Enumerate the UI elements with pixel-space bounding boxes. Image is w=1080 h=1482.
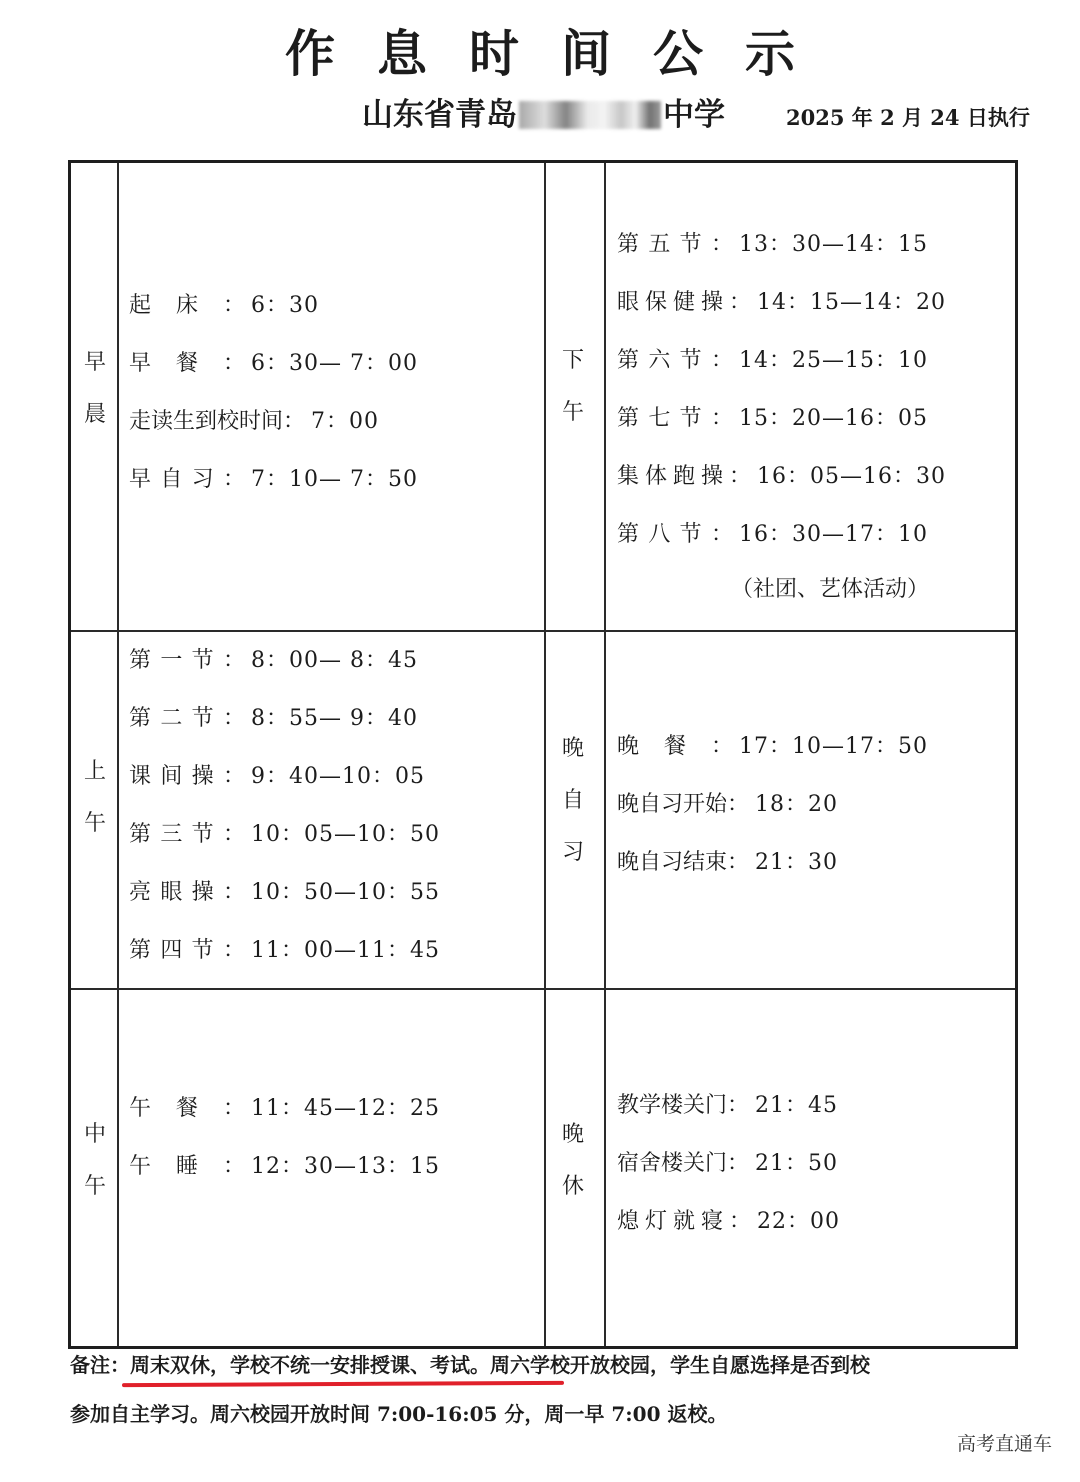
schedule-label: 第三节： [129,821,245,847]
schedule-row [129,1077,440,1135]
schedule-label: 课间操： [129,763,245,789]
row-divider [71,988,1015,990]
schedule-row [129,919,440,977]
schedule-time: 11：00—11：45 [251,937,440,963]
period-evening-study [549,723,597,879]
period-char: 自 [561,788,584,813]
schedule-table [68,160,1018,1349]
schedule-label: 午睡： [129,1153,245,1179]
schedule-label: 第六节： [617,347,733,373]
schedule-row [129,861,440,919]
schedule-label: 第四节： [129,937,245,963]
schedule-time: 11：45—12：25 [251,1095,440,1121]
schedule-time: 13：30—14：15 [739,231,928,257]
schedule-time: 21：30 [755,849,839,875]
schedule-label: 走读生到校时间： [129,408,306,434]
schedule-time: 10：50—10：55 [251,879,440,905]
period-char: 晚 [561,736,584,761]
noon-schedule [129,1077,440,1193]
schedule-label: 第八节： [617,521,733,547]
period-noon [71,1109,119,1213]
period-char: 下 [561,348,584,373]
schedule-row [129,687,440,745]
schedule-row [129,745,440,803]
page-title: 作息时间公示 [285,25,837,83]
schedule-row [617,329,946,387]
schedule-label: 晚自习结束： [617,849,750,875]
schedule-label: 第一节： [129,647,245,673]
redacted-mosaic [519,101,661,129]
period-char: 上 [83,759,106,784]
schedule-time: 8：55— 9：40 [251,705,418,731]
schedule-time: 9：40—10：05 [251,763,425,789]
schedule-row [617,445,946,503]
period-night-rest [549,1109,597,1213]
period-char: 午 [83,1174,106,1199]
period-char: 早 [83,350,106,375]
period-char: 午 [561,400,584,425]
schedule-time: 16：05—16：30 [757,463,946,489]
night-rest-schedule [617,1074,840,1248]
schedule-row [129,390,418,448]
schedule-time: 15：20—16：05 [739,405,928,431]
period-char: 晚 [561,1122,584,1147]
schedule-row [129,803,440,861]
schedule-row [617,1190,840,1248]
schedule-row [617,773,928,831]
period-char: 晨 [83,402,106,427]
watermark: 高考直通车 [956,1433,1052,1455]
schedule-time: 21：45 [755,1092,839,1118]
schedule-time: 14：15—14：20 [757,289,946,315]
activity-note: （社团、艺体活动） [731,577,930,602]
school-name [362,95,725,135]
schedule-label: 早餐： [129,350,245,376]
schedule-row [617,1074,840,1132]
schedule-time: 7：00 [311,408,380,434]
schedule-label: 宿舍楼关门： [617,1150,750,1176]
afternoon-schedule [617,213,946,619]
school-suffix: 中学 [663,97,725,133]
schedule-row [129,448,418,506]
schedule-time: 6：30 [251,292,319,318]
column-divider [604,163,606,1346]
school-prefix: 山东省青岛 [362,97,517,133]
schedule-time: 10：05—10：50 [251,821,440,847]
remark-line-2: 参加自主学习。周六校园开放时间 7:00-16:05 分，周一早 7:00 返校。 [70,1402,728,1426]
schedule-row [617,1132,840,1190]
period-char: 中 [83,1122,106,1147]
schedule-label: 眼保健操： [617,289,751,315]
schedule-row [129,332,418,390]
schedule-row [617,831,928,889]
schedule-row [617,271,946,329]
schedule-label: 晚餐： [617,733,733,759]
schedule-label: 亮眼操： [129,879,245,905]
schedule-label: 晚自习开始： [617,791,750,817]
period-char: 习 [561,840,584,865]
schedule-time: 8：00— 8：45 [251,647,418,673]
period-forenoon [71,746,119,850]
schedule-row [617,715,928,773]
schedule-row [129,274,418,332]
schedule-label: 教学楼关门： [617,1092,750,1118]
remark-note [70,1350,1030,1429]
schedule-label: 午餐： [129,1095,245,1121]
forenoon-schedule [129,629,440,977]
schedule-time: 12：30—13：15 [251,1153,440,1179]
schedule-label: 第五节： [617,231,733,257]
schedule-label: 起床： [129,292,245,318]
execution-date: 2025 年 2 月 24 日执行 [786,105,1030,130]
schedule-time: 21：50 [755,1150,839,1176]
morning-schedule [129,274,418,506]
schedule-row [129,1135,440,1193]
schedule-row [617,503,946,561]
period-morning [71,337,119,441]
schedule-time: 18：20 [755,791,839,817]
schedule-time: 14：25—15：10 [739,347,928,373]
schedule-label: 熄灯就寝： [617,1208,751,1234]
column-divider [544,163,546,1346]
schedule-label: 第二节： [129,705,245,731]
schedule-time: 7：10— 7：50 [251,466,418,492]
schedule-time: 16：30—17：10 [739,521,928,547]
schedule-row [617,387,946,445]
schedule-row [129,629,440,687]
remark-line-1: 备注：周末双休，学校不统一安排授课、考试。周六学校开放校园，学生自愿选择是否到校 [70,1353,870,1377]
schedule-label: 早自习： [129,466,245,492]
period-char: 午 [83,811,106,836]
period-char: 休 [561,1174,584,1199]
evening-study-schedule [617,715,928,889]
schedule-row [617,213,946,271]
schedule-time: 22：00 [757,1208,840,1234]
period-afternoon [549,335,597,439]
schedule-time: 6：30— 7：00 [251,350,418,376]
schedule-time: 17：10—17：50 [739,733,928,759]
schedule-label: 集体跑操： [617,463,751,489]
schedule-label: 第七节： [617,405,733,431]
